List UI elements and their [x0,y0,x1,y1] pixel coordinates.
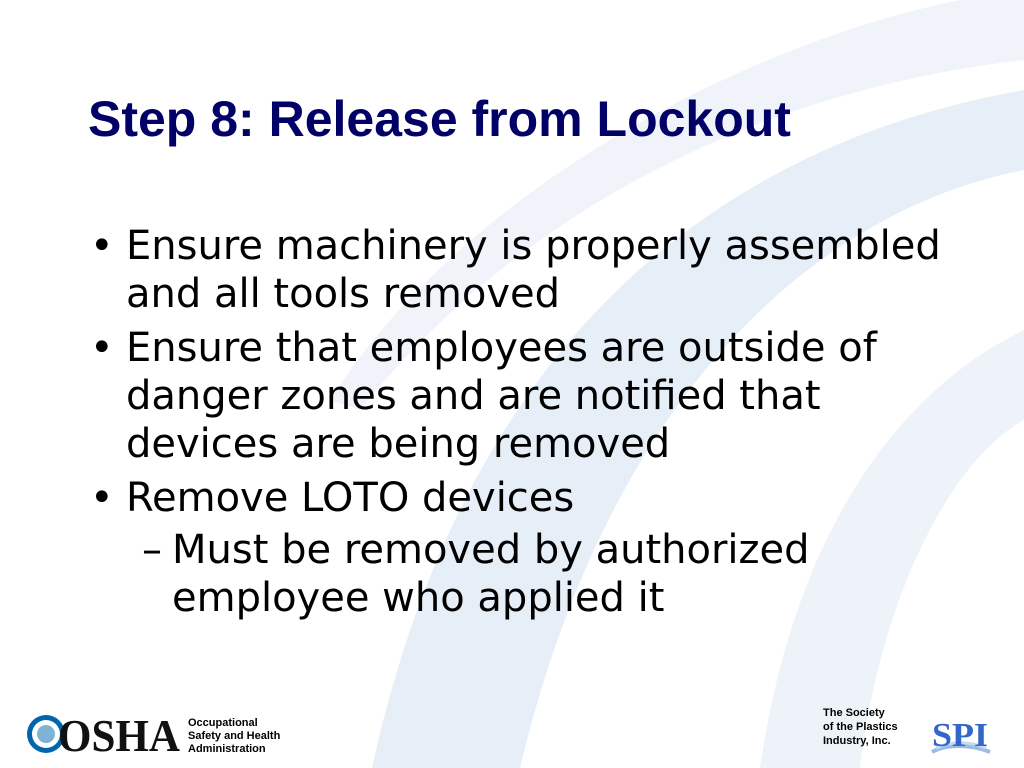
osha-name-line: Occupational [188,717,258,729]
spi-name-line: Industry, Inc. [823,735,891,747]
slide-title: Step 8: Release from Lockout [88,91,791,147]
osha-name-line: Administration [188,743,266,755]
bullet-item [90,324,970,468]
bullet-item [90,222,970,318]
sub-bullet-item [126,526,970,622]
svg-text:OSHA: OSHA [58,710,180,760]
svg-text:SPI: SPI [932,717,988,754]
osha-logo [24,708,184,760]
bullet-marker: • [90,325,114,371]
bullet-text: Remove LOTO devices [126,475,575,521]
spi-name-line: of the Plastics [823,721,898,733]
sub-bullet-text: Must be removed by authorized employee who applied it [172,527,810,621]
osha-name-line: Safety and Health [188,730,281,742]
spi-name-line: The Society [823,707,885,719]
osha-agency-name [188,717,280,756]
sub-bullet-marker: – [142,527,162,573]
bullet-list [90,222,970,628]
bullet-marker: • [90,475,114,521]
bullet-text: Ensure machinery is properly assembled and all tools removed [126,223,941,317]
sub-bullet-list [126,526,970,622]
bullet-item [90,474,970,622]
spi-logo [926,708,996,758]
spi-org-name [823,706,898,748]
bullet-marker: • [90,223,114,269]
bullet-text: Ensure that employees are outside of danger zones and are notified that devices are being removed [126,325,877,467]
